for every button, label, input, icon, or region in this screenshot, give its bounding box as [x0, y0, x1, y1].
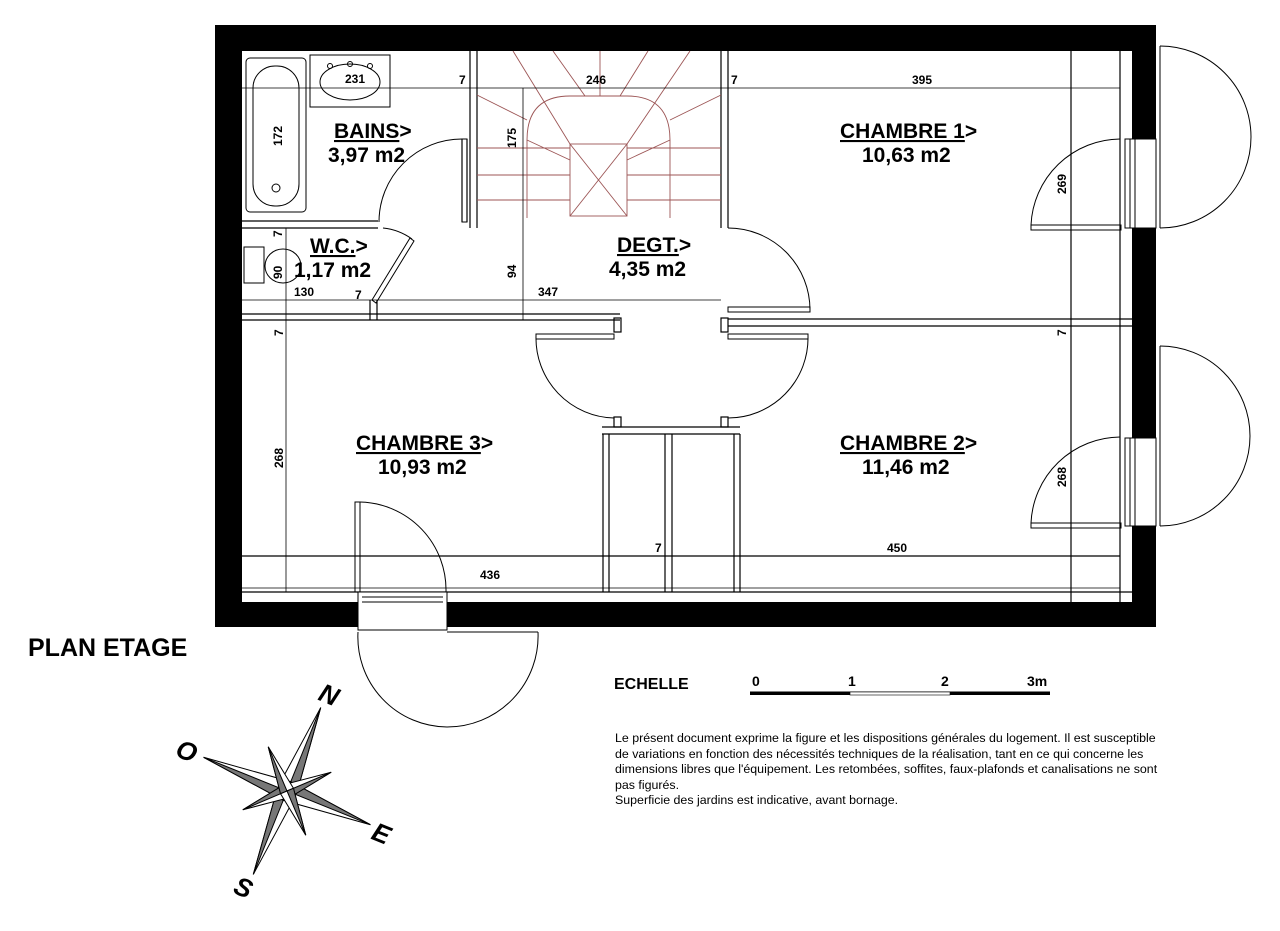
- plan-title: PLAN ETAGE: [28, 634, 188, 662]
- disclaimer-line: dimensions libres que l'équipement. Les retombées, soffites, faux-plafonds et canalisations ne sont: [615, 762, 1158, 776]
- room-area-chambre1: 10,63 m2: [862, 144, 951, 167]
- dim-stair-gap-left: 7: [459, 73, 466, 87]
- room-area-chambre2: 11,46 m2: [862, 456, 950, 479]
- dim-chambre1-depth: 269: [1055, 173, 1069, 194]
- dim-degt-depth: 94: [505, 264, 519, 278]
- dim-chambre2-width: 450: [887, 541, 908, 555]
- compass-rose: [170, 674, 404, 908]
- scale-tick-1: 1: [848, 673, 856, 689]
- compass-west: O: [171, 733, 202, 769]
- disclaimer-line: Le présent document exprime la figure et les dispositions générales du logement. Il est susceptible: [615, 731, 1156, 745]
- dim-wc-depth: 90: [271, 265, 285, 279]
- compass-east: E: [367, 816, 396, 851]
- disclaimer: [615, 731, 1255, 809]
- room-name-chambre2: CHAMBRE 2>: [840, 432, 978, 455]
- dim-chambre3-width: 436: [480, 568, 501, 582]
- scale-tick-3: 3m: [1027, 673, 1048, 689]
- compass-south: S: [229, 870, 258, 905]
- dim-stair-depth: 175: [505, 127, 519, 148]
- scale-bar: [750, 673, 1050, 695]
- room-name-chambre1: CHAMBRE 1>: [840, 120, 978, 143]
- room-name-bains: BAINS>: [334, 120, 412, 143]
- dim-bains-width: 231: [345, 72, 366, 86]
- room-name-chambre3: CHAMBRE 3>: [356, 432, 494, 455]
- disclaimer-line: Superficie des jardins est indicative, avant bornage.: [615, 793, 899, 807]
- dim-wall-bains-wc: 7: [271, 230, 285, 237]
- dim-bath-length: 172: [271, 125, 285, 146]
- room-area-degt: 4,35 m2: [609, 258, 687, 281]
- dim-wall-right: 7: [1055, 329, 1069, 336]
- scale-tick-0: 0: [752, 673, 760, 689]
- dim-wall-bottom: 7: [655, 541, 662, 555]
- dim-stair-width: 246: [586, 73, 607, 87]
- dim-chambre1-width: 395: [912, 73, 933, 87]
- dim-degt-width: 347: [538, 285, 559, 299]
- dim-chambre3-depth: 268: [272, 447, 286, 468]
- room-name-degt: DEGT.>: [617, 234, 692, 257]
- dim-stair-gap-right: 7: [731, 73, 738, 87]
- room-area-bains: 3,97 m2: [328, 144, 406, 167]
- room-area-chambre3: 10,93 m2: [378, 456, 467, 479]
- compass-north: N: [314, 677, 344, 713]
- scale-label: ECHELLE: [614, 676, 689, 693]
- dim-wall-left: 7: [272, 329, 286, 336]
- scale-tick-2: 2: [941, 673, 949, 689]
- dim-chambre2-depth: 268: [1055, 466, 1069, 487]
- dim-wc-width: 130: [294, 285, 315, 299]
- room-area-wc: 1,17 m2: [294, 259, 372, 282]
- disclaimer-line: de variations en fonction des nécessités techniques de la réalisation, tant en ce qui concerne les: [615, 746, 1144, 761]
- room-name-wc: W.C.>: [310, 235, 368, 258]
- dim-wall-wc-degt: 7: [355, 288, 362, 302]
- room-labels: [294, 120, 977, 479]
- disclaimer-line: pas figurés.: [615, 777, 680, 792]
